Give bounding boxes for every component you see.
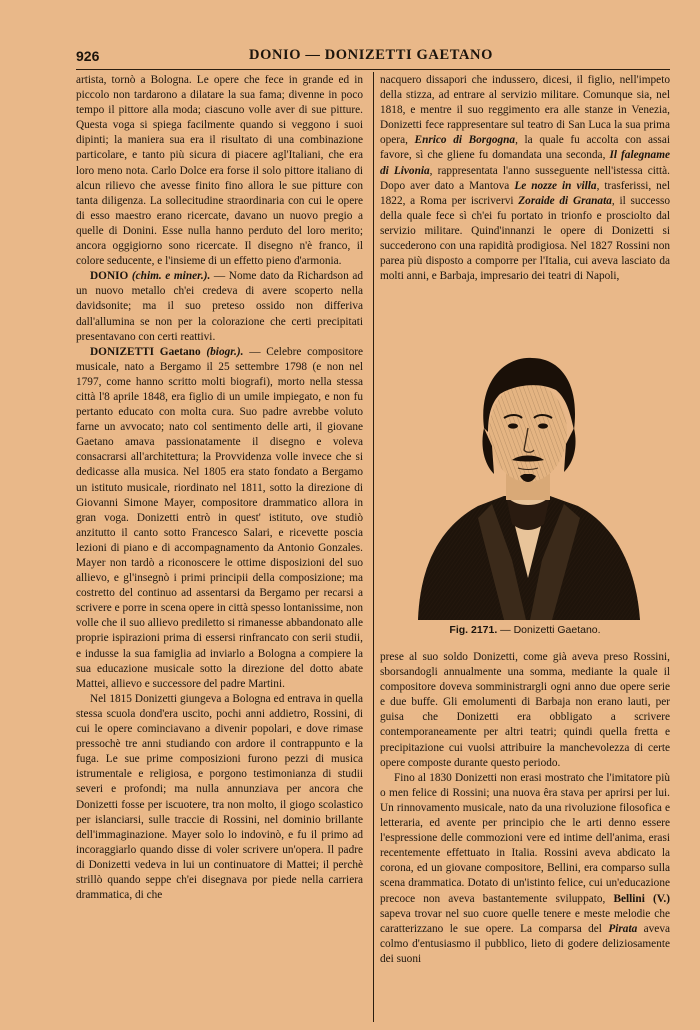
paragraph-1830	[380, 771, 670, 967]
bellini-ref: Bellini (V.)	[613, 892, 670, 905]
figure-label: Fig. 2171.	[449, 624, 498, 636]
paragraph-donini-end: artista, tornò a Bologna. Le opere che fece in grande ed in piccolo non tardarono a dilatare la sua fama; divenne in poco tempo il pittore alla moda; ciascuno volle aver di sue pitture. Questa voga si spiega facilmente quando si veggono i suoi dipinti; la maniera sua era il risultato di una combinazione particolare, e tanto più sicura di piacere agl'Italiani, che era loro meno nota. Carlo Dolce era forse il solo pittore italiano di alcun rilievo che avesse finito fino allora le sue pitture con tanta diligenza. La sollecitudine straordinaria con cui le opere di esso maestro erano ricercate, davano un nuovo pregio a quelle di Donini. Esse nulla hanno perduto del loro merito; ancora oggigiorno sono ricercate. Il disegno n'è franco, il colore seducente, e l'insieme di un effetto pieno d'armonia.	[76, 74, 363, 268]
portrait-illustration	[408, 328, 646, 620]
portrait-engraving	[408, 328, 646, 620]
text-run: , trasferissi, nel 1822, a Roma per iscrivervi	[380, 179, 670, 207]
donio-tag: (chim. e miner.).	[131, 270, 211, 283]
figure-title: — Donizetti Gaetano.	[497, 624, 601, 636]
header-rule	[76, 69, 670, 70]
donizetti-text: — Celebre compositore musicale, nato a Bergamo il 25 settembre 1798 (e non nel 1797, come hanno scritto molti biografi), morto nella stessa città l'8 aprile 1848, era figlio di un umile impiegato, e non fu pertanto educato con molta cura. Suo padre avrebbe voluto farne un avvocato; nato col sentimento delle arti, il giovane Gaetano amava passionatamente il disegno e voleva consacrarsi all'architettura; la Provvidenza volle invece che si dedicasse alla musica. Nel 1805 era stato fondato a Bergamo un istituto musicale, riordinato nel 1811, sotto la direzione di Giovanni Simone Mayer, compositore drammatico allora in gran voga. Donizetti entrò in quest' istituto, ove studiò anzitutto il canto sotto Francesco Salari, e ricevette poscia lezioni di piano e di accompagnamento da Antonio Gonzales. Mayer non tardò a riconoscere le ottime disposizioni del suo allievo, e gl'insegnò i primi principii della composizione; ma costretto del continuo ad assentarsi da Bergamo per recarsi a scrivere e porre in scena opere in città spesso lontanissime, non volle che il suo allievo prediletto si rimanesse abbandonato alle proprie ispirazioni prima di essersi rinfrancato con serii studii, e indusse la sua famiglia ad inviarlo a Bologna a compiere la sua educazione musicale sotto la direzione del dotto abate Mattei, allievo e successore del padre Martini.	[76, 345, 364, 690]
figure-caption	[380, 624, 670, 636]
right-column-top	[380, 73, 670, 284]
donizetti-tag: (biogr.).	[206, 345, 244, 358]
column-divider	[373, 72, 374, 1022]
paragraph-barbaja: prese al suo soldo Donizetti, come già aveva preso Rossini, sborsandogli annualmente una somma, mediante la quale il compositore doveva somministrargli ogni anno due opere serie e due buffe. Gli emolumenti di Barbaja non erano lauti, per guisa che Donizetti era obbligato a scrivere contemporaneamente per altri teatri; quindi quella fretta e precipitazione cui vuolsi attribuire la manchevolezza di certe opere composte durante questo periodo.	[380, 651, 670, 769]
opera-title: Pirata	[608, 922, 638, 935]
donio-text: — Nome dato da Richardson ad un nuovo metallo ch'ei credeva di avere scoperto nella davidsonite; ma il suo preteso ossido non differiva dall'allumina se non per la colorazione che certi precipitati presentavano con certi reattivi.	[76, 270, 363, 343]
opera-title: Il falegname di Livonia	[380, 149, 670, 177]
opera-title: Enrico di Borgogna	[414, 134, 516, 147]
page-header	[76, 46, 666, 68]
text-run: , la quale fu accolta con assai favore, sì che gliene fu domandata una seconda,	[380, 134, 670, 162]
text-run: , rappresentata l'anno susseguente nell'istessa città. Dopo aver dato a Mantova	[380, 164, 670, 192]
left-column	[76, 73, 363, 903]
opera-title: Le nozze in villa	[514, 179, 597, 192]
text-run: nacquero dissapori che indussero, dicesi, il figlio, nell'impeto della stizza, ad entrare al servizio militare. Comunque sia, nel 1818, e mentre il suo reggimento era alle stanze in Venezia, Donizetti fece rappresentare sul teatro di San Luca la sua prima opera,	[380, 74, 670, 147]
text-run: , il successo della quale fece sì ch'ei fu portato in trionfo e prosciolto dal servizio militare. Quind'innanzi le opere di Donizetti si succederono con una rapidità prodigiosa. Nel 1827 Rossini non parea più disposto a comporre per l'Italia, cui aveva lasciato da molti anni, e Barbaja, impresario dei teatri di Napoli,	[380, 194, 671, 283]
entry-donio	[76, 269, 363, 344]
opera-title: Zoraide di Granata	[518, 194, 612, 207]
right-column-bottom	[380, 650, 670, 967]
text-run: aveva colmo d'entusiasmo il pubblico, lieto di godere deliziosamente dei suoni	[380, 922, 670, 965]
paragraph-1815: Nel 1815 Donizetti giungeva a Bologna ed entrava in quella stessa scuola dond'era uscito, pochi anni addietro, Rossini, di cui le opere cominciavano a divenir popolari, e dove rimase pressochè tre anni studiando con ardore il contrappunto e la fuga. Le sue prime composizioni furono pezzi di musica istrumentale e religiosa, e porgono testimonianza di studii severi e profondi; ma nulla annunziava per ancora che Donizetti fosse per iscuotere, tra non molto, il giogo scolastico per islanciarsi, sulle traccie di Rossini, nel dominio brillante dell'immaginazione. Mayer solo lo indovinò, e fu il primo ad incoraggiarlo quando disse di voler scrivere un'opera. Il padre di Donizetti vedeva in lui un continuatore di Mattei; il perchè strillò quando seppe ch'ei disegnava por piede nella carriera drammatica, di che	[76, 692, 363, 902]
text-run: Fino al 1830 Donizetti non erasi mostrato che l'imitatore più o men felice di Rossini; una nuova êra stava per aprirsi per lui. Un rinnovamento musicale, nato da una rivoluzione filosofica e letteraria, ed avente per principio che le arti denno essere l'espressione delle commozioni vere ed intime dell'anima, erasi recentemente effettuato in Italia. Rossini aveva abdicato la corona, ed un giovane compositore, Bellini, era comparso sulla scena drammatica. Dotato di un'istinto felice, cui un'educazione precoce non aveva bastantemente sviluppato,	[380, 771, 670, 905]
entry-donizetti	[76, 345, 363, 692]
text-run: sapeva trovar nel suo cuore quelle tenere e meste melodie che caratterizzano le sue opere. La comparsa del	[380, 907, 670, 935]
paragraph-career	[380, 73, 670, 284]
page-number: 926	[76, 48, 100, 64]
headword-donizetti: DONIZETTI Gaetano	[90, 345, 201, 358]
running-title: DONIO — DONIZETTI GAETANO	[249, 47, 493, 63]
headword-donio: DONIO	[90, 270, 129, 283]
